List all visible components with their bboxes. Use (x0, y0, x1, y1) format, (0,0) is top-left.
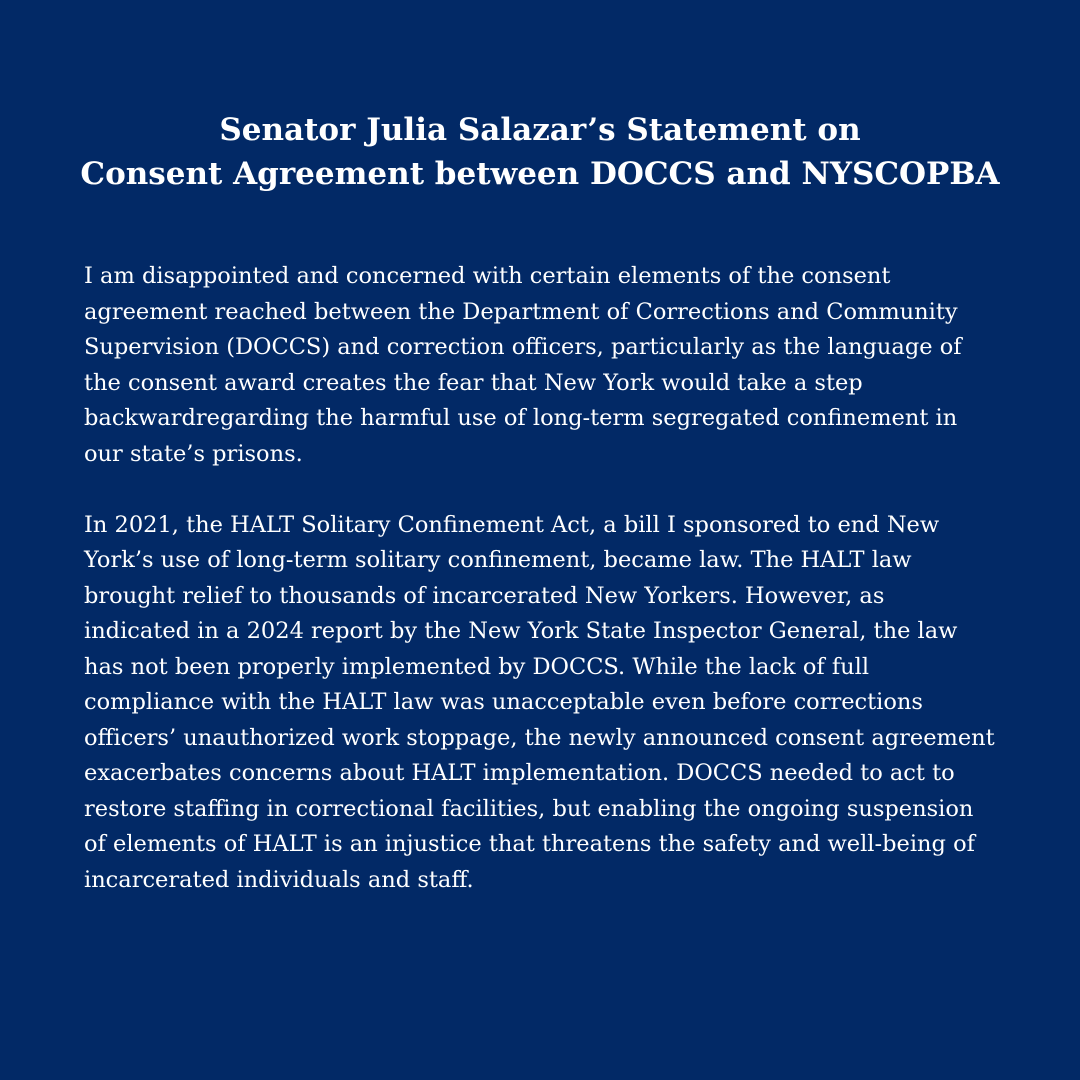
paragraph-line: I am disappointed and concerned with certain elements of the consent (84, 263, 891, 289)
paragraph-line: indicated in a 2024 report by the New York State Inspector General, the law (84, 618, 958, 644)
heading-line-1: Senator Julia Salazar’s Statement on (219, 112, 861, 148)
paragraph-line: compliance with the HALT law was unacceptable even before corrections (84, 689, 923, 715)
paragraph-line: our state’s prisons. (84, 440, 303, 467)
paragraph-line: brought relief to thousands of incarcerated New Yorkers. However, as (84, 582, 885, 609)
paragraph-line: exacerbates concerns about HALT implementation. DOCCS needed to act to (84, 760, 955, 786)
paragraph-line: restore staffing in correctional facilities, but enabling the ongoing suspension (84, 795, 974, 822)
paragraph-line: incarcerated individuals and staff. (84, 866, 474, 893)
paragraph-line: backwardregarding the harmful use of long-term segregated confinement in (84, 405, 958, 431)
paragraph-line: officers’ unauthorized work stoppage, the newly announced consent agreement (84, 724, 995, 751)
paragraph-2 (84, 508, 1024, 899)
statement-body (84, 259, 1024, 898)
paragraph-line: In 2021, the HALT Solitary Confinement Act, a bill I sponsored to end New (84, 511, 940, 538)
heading-line-2: Consent Agreement between DOCCS and NYSCOPBA (80, 156, 1000, 192)
statement-heading (0, 108, 1080, 196)
paragraph-line: of elements of HALT is an injustice that threatens the safety and well-being of (84, 831, 975, 857)
paragraph-line: Supervision (DOCCS) and correction officers, particularly as the language of (84, 334, 962, 360)
paragraph-line: the consent award creates the fear that New York would take a step (84, 369, 863, 396)
paragraph-line: has not been properly implemented by DOCCS. While the lack of full (84, 653, 870, 680)
paragraph-line: agreement reached between the Department of Corrections and Community (84, 298, 958, 325)
paragraph-line: York’s use of long-term solitary confinement, became law. The HALT law (84, 547, 912, 573)
paragraph-1 (84, 259, 1024, 472)
